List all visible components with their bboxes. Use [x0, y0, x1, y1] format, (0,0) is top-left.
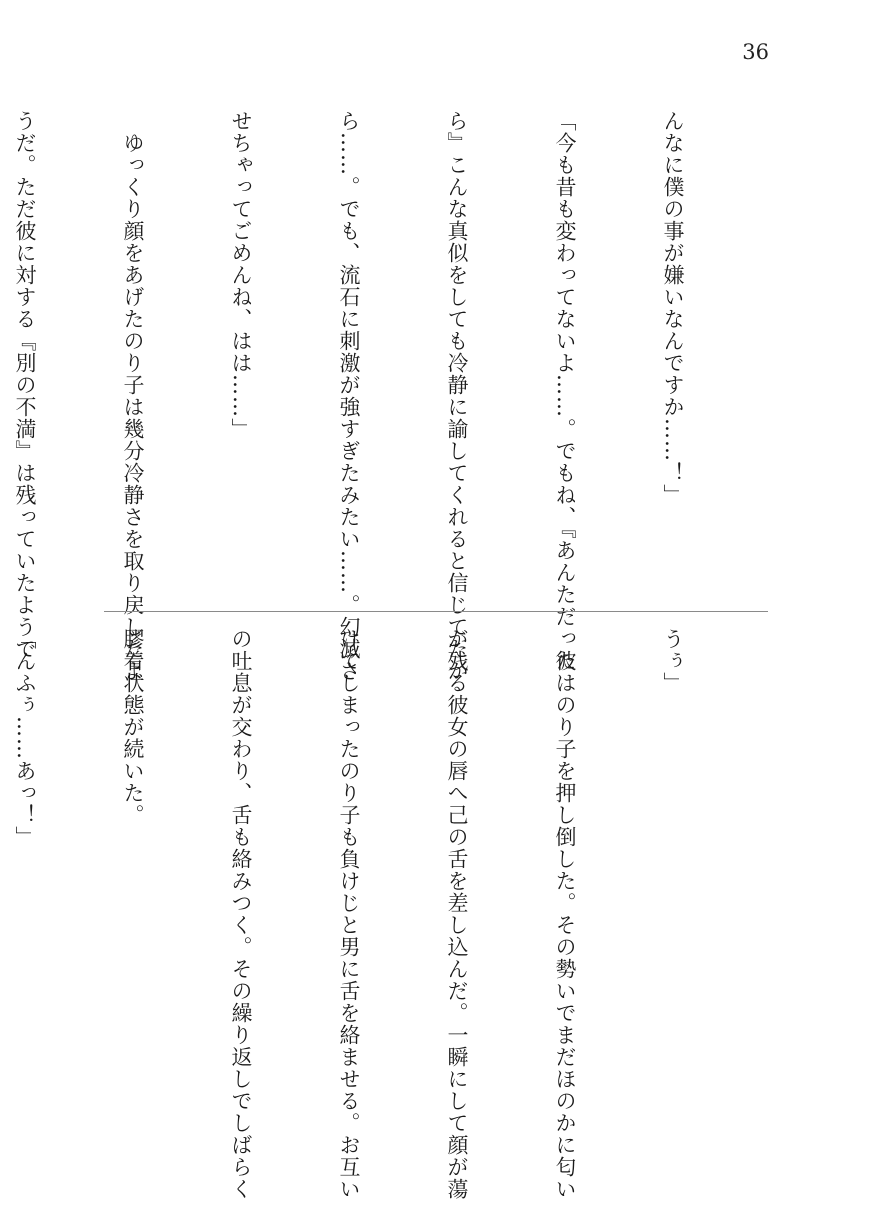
text-line: 「今も昔も変わってないよ……。でもね、『あんただった	[553, 110, 577, 672]
text-line: んなに僕の事が嫌いなんですか……！」	[661, 110, 685, 506]
text-line: けてしまったのり子も負けじと男に舌を絡ませる。お互い	[337, 628, 361, 1200]
text-line: ら……。でも、流石に刺激が強すぎたみたい……。幻滅さ	[337, 110, 361, 682]
text-line: せちゃってごめんね、はは……」	[229, 110, 253, 440]
text-line: 彼はのり子を押し倒した。その勢いでまだほのかに匂い	[553, 628, 577, 1200]
text-line: の吐息が交わり、舌も絡みつく。その繰り返しでしばらく	[229, 628, 253, 1200]
page-number: 36	[742, 40, 769, 64]
text-line: 膠着状態が続いた。	[121, 628, 145, 826]
text-line: うぅ」	[661, 628, 685, 694]
text-line: が残る彼女の唇へ己の舌を差し込んだ。一瞬にして顔が蕩	[445, 628, 469, 1200]
text-line: うだ。ただ彼に対する『別の不満』は残っていたようで	[13, 110, 37, 660]
text-line: 「んふぅ……あっ！」	[13, 628, 37, 848]
section-divider	[104, 611, 768, 612]
lower-text-block	[0, 628, 763, 1200]
text-line: ら』こんな真似をしても冷静に諭してくれると信じてたか	[445, 110, 469, 682]
text-line: ゆっくり顔をあげたのり子は幾分冷静さを取り戻したよ	[121, 110, 145, 682]
